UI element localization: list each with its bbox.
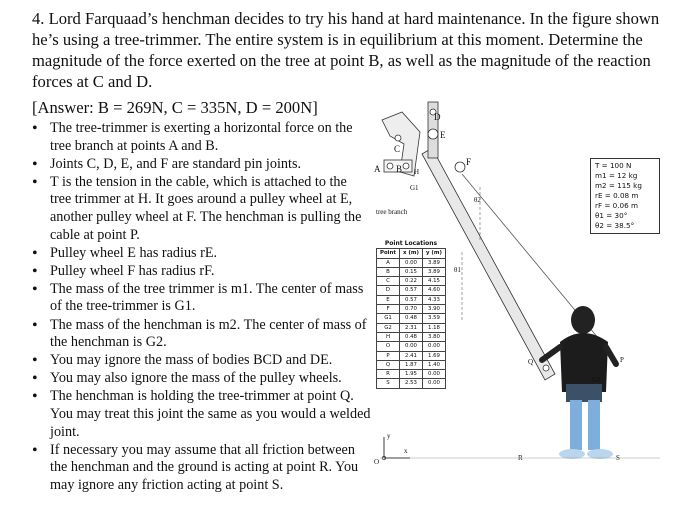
table-cell: B	[377, 267, 400, 276]
point-locations-table	[376, 240, 446, 389]
table-cell: 0.48	[400, 314, 423, 323]
table-cell: 0.00	[422, 342, 445, 351]
list-item: • If necessary you may assume that all friction between the henchman and the ground is acting at point R. You may ignore any friction acting at point S.	[26, 442, 371, 495]
problem-text: 4. Lord Farquaad’s henchman decides to try his hand at hard maintenance. In the figure shown he’s using a tree-trimmer. The entire system is in equilibrium at this moment. Determine the magnitude of the force exerted on the tree at point B, as well as the magnitude of the reaction forces at C and D.	[32, 9, 660, 91]
table-header-row	[377, 249, 446, 258]
table-cell: A	[377, 258, 400, 267]
table-header: Point	[377, 249, 400, 258]
list-item: • The henchman is holding the tree-trimmer at point Q. You may treat this joint the same as you would a welded joint.	[26, 388, 371, 441]
table-cell: 4.60	[422, 286, 445, 295]
table-cell: C	[377, 277, 400, 286]
label-theta2: θ2	[474, 196, 481, 204]
table-cell: 3.59	[422, 314, 445, 323]
table-cell: Q	[377, 360, 400, 369]
table-cell: 0.57	[400, 295, 423, 304]
table-cell: D	[377, 286, 400, 295]
table-cell: S	[377, 379, 400, 388]
table-cell: 3.89	[422, 267, 445, 276]
table-cell: 1.18	[422, 323, 445, 332]
table-row	[377, 323, 446, 332]
label-b: B	[396, 164, 403, 174]
table-row	[377, 351, 446, 360]
table-cell: 0.00	[422, 370, 445, 379]
label-h: H	[414, 168, 420, 176]
table-cell: 1.40	[422, 360, 445, 369]
table-row	[377, 305, 446, 314]
param-line: m1 = 12 kg	[595, 171, 638, 180]
table-row	[377, 267, 446, 276]
table-header: y (m)	[422, 249, 445, 258]
param-line: rF = 0.06 m	[595, 201, 638, 210]
tree-branch-label: tree branch	[376, 208, 408, 216]
table-cell: 4.33	[422, 295, 445, 304]
table-cell: E	[377, 295, 400, 304]
param-line: θ1 = 30°	[595, 211, 628, 220]
label-d: D	[434, 112, 441, 122]
table-cell: 0.70	[400, 305, 423, 314]
list-item: • Pulley wheel E has radius rE.	[26, 245, 371, 263]
label-p: P	[620, 356, 624, 364]
list-item: • You may ignore the mass of bodies BCD and DE.	[26, 352, 371, 370]
label-r: R	[518, 454, 523, 462]
table-cell: 2.31	[400, 323, 423, 332]
table-cell: 0.15	[400, 267, 423, 276]
table-cell: 2.41	[400, 351, 423, 360]
table-cell: 2.53	[400, 379, 423, 388]
label-q: Q	[528, 358, 534, 366]
param-line: m2 = 115 kg	[595, 181, 642, 190]
label-o: O	[374, 458, 380, 466]
list-item: • You may also ignore the mass of the pulley wheels.	[26, 370, 371, 388]
param-line: θ2 = 38.5°	[595, 221, 635, 230]
table-cell: 4.15	[422, 277, 445, 286]
label-g1: G1	[410, 184, 419, 192]
label-a: A	[374, 164, 381, 174]
problem-statement	[32, 8, 672, 92]
param-line: T = 100 N	[595, 161, 632, 170]
table-cell: P	[377, 351, 400, 360]
assumptions-list	[26, 120, 371, 495]
table-cell: 3.90	[422, 305, 445, 314]
list-item: • Pulley wheel F has radius rF.	[26, 263, 371, 281]
henchman-figure	[542, 306, 616, 459]
table-row	[377, 379, 446, 388]
label-y: y	[387, 432, 391, 440]
label-c: C	[394, 144, 401, 154]
label-x: x	[404, 447, 408, 455]
table-cell: G1	[377, 314, 400, 323]
table-row	[377, 258, 446, 267]
table-body	[377, 258, 446, 388]
table-cell: F	[377, 305, 400, 314]
label-s: S	[616, 454, 620, 462]
label-theta1: θ1	[454, 266, 461, 274]
table-row	[377, 332, 446, 341]
label-f: F	[466, 157, 472, 167]
table-cell: 1.69	[422, 351, 445, 360]
table-cell: O	[377, 342, 400, 351]
table-cell: 0.48	[400, 332, 423, 341]
table-caption: Point Locations	[384, 240, 438, 247]
table-cell: 3.80	[422, 332, 445, 341]
list-item: • Joints C, D, E, and F are standard pin joints.	[26, 156, 371, 174]
label-g2: G2	[592, 376, 601, 384]
table-cell: 0.00	[422, 379, 445, 388]
table-row	[377, 286, 446, 295]
table-row	[377, 295, 446, 304]
list-item: • T is the tension in the cable, which is attached to the tree trimmer at H. It goes around a pulley wheel at E, another pulley wheel at F. The henchman is pulling the cable at point P.	[26, 174, 371, 244]
parameters-box	[590, 158, 660, 234]
table-cell: H	[377, 332, 400, 341]
answer-line: [Answer: B = 269N, C = 335N, D = 200N]	[32, 98, 318, 117]
table-row	[377, 370, 446, 379]
table-cell: 3.89	[422, 258, 445, 267]
table-cell: 1.95	[400, 370, 423, 379]
table-header: x (m)	[400, 249, 423, 258]
list-item: • The tree-trimmer is exerting a horizontal force on the tree branch at points A and B.	[26, 120, 371, 155]
table-cell: 1.87	[400, 360, 423, 369]
table-cell: 0.57	[400, 286, 423, 295]
list-item: • The mass of the henchman is m2. The center of mass of the henchman is G2.	[26, 317, 371, 352]
table-row	[377, 314, 446, 323]
table-row	[377, 360, 446, 369]
list-item: • The mass of the tree trimmer is m1. The center of mass of the tree-trimmer is G1.	[26, 281, 371, 316]
table-cell: 0.00	[400, 342, 423, 351]
label-e: E	[440, 130, 446, 140]
table-cell: 0.22	[400, 277, 423, 286]
table-cell: G2	[377, 323, 400, 332]
param-line: rE = 0.08 m	[595, 191, 639, 200]
table-cell: R	[377, 370, 400, 379]
table-row	[377, 277, 446, 286]
table-cell: 0.00	[400, 258, 423, 267]
table-row	[377, 342, 446, 351]
